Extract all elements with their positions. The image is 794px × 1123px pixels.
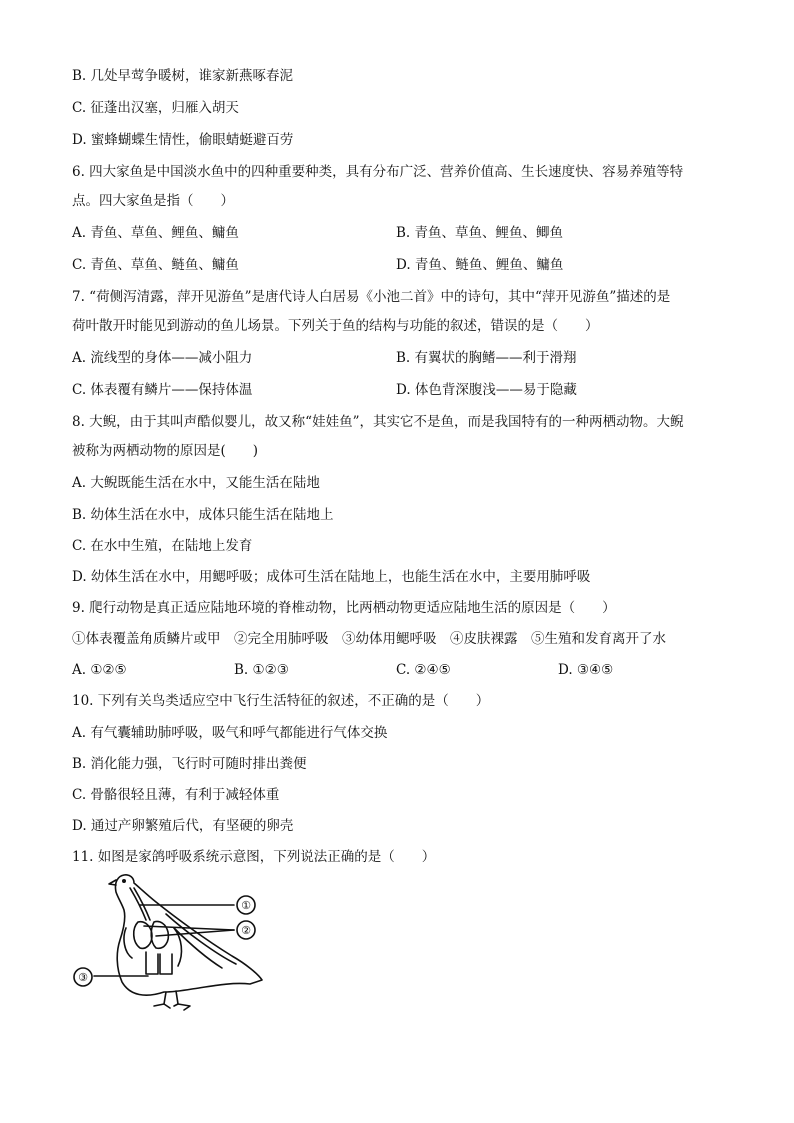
q9-stem: 9. 爬行动物是真正适应陆地环境的脊椎动物，比两栖动物更适应陆地生活的原因是（ ）: [72, 600, 616, 616]
pigeon-eye: [123, 880, 125, 882]
q7-stem-line-1: 7. “荷侧泻清露，萍开见游鱼”是唐代诗人白居易《小池二首》中的诗句，其中“萍开见游鱼”描述的是: [72, 289, 671, 305]
label-1: ①: [241, 899, 251, 912]
q7-option-a: A. 流线型的身体——减小阻力: [72, 350, 253, 366]
q9-option-c: C. ②④⑤: [396, 662, 451, 678]
q8-option-c: C. 在水中生殖，在陆地上发育: [72, 538, 253, 554]
q8-option-d: D. 幼体生活在水中，用鳃呼吸；成体可生活在陆地上，也能生活在水中，主要用肺呼吸: [72, 569, 591, 585]
q9-items: ①体表覆盖角质鳞片或甲 ②完全用肺呼吸 ③幼体用鳃呼吸 ④皮肤裸露 ⑤生殖和发育离开了水: [72, 631, 666, 647]
q8-stem-line-2: 被称为两栖动物的原因是( ): [72, 443, 259, 459]
q5-option-c: C. 征蓬出汉塞，归雁入胡天: [72, 100, 239, 116]
q8-option-b: B. 幼体生活在水中，成体只能生活在陆地上: [72, 507, 334, 523]
label-3: ③: [78, 971, 88, 984]
q9-option-a: A. ①②⑤: [72, 662, 127, 678]
q5-option-b: B. 几处早莺争暖树，谁家新燕啄春泥: [72, 68, 294, 84]
q6-option-b: B. 青鱼、草鱼、鲤鱼、鲫鱼: [396, 225, 564, 241]
q10-option-b: B. 消化能力强，飞行时可随时排出粪便: [72, 756, 307, 772]
pigeon-feet: [154, 1004, 190, 1010]
q6-stem-line-2: 点。四大家鱼是指（ ）: [72, 193, 234, 209]
q6-option-c: C. 青鱼、草鱼、鲢鱼、鳙鱼: [72, 257, 239, 273]
q8-stem-line-1: 8. 大鲵，由于其叫声酷似婴儿，故又称“娃娃鱼”，其实它不是鱼，而是我国特有的一种两栖动物。大鲵: [72, 414, 684, 430]
q9-option-d: D. ③④⑤: [558, 662, 614, 678]
q6-option-d: D. 青鱼、鲢鱼、鲤鱼、鳙鱼: [396, 257, 564, 273]
q7-option-d: D. 体色背深腹浅——易于隐藏: [396, 382, 577, 398]
q10-option-d: D. 通过产卵繁殖后代，有坚硬的卵壳: [72, 818, 294, 834]
q8-option-a: A. 大鲵既能生活在水中，又能生活在陆地: [72, 475, 320, 491]
q6-stem-line-1: 6. 四大家鱼是中国淡水鱼中的四种重要种类，具有分布广泛、营养价值高、生长速度快、容易养殖等特: [72, 164, 684, 180]
label-2: ②: [241, 924, 251, 937]
q10-stem: 10. 下列有关鸟类适应空中飞行生活特征的叙述，不正确的是（ ）: [72, 693, 490, 709]
pigeon-respiratory-diagram: [66, 858, 276, 1018]
pigeon-beak: [109, 880, 116, 885]
q10-option-c: C. 骨骼很轻且薄，有利于减轻体重: [72, 787, 280, 803]
q10-option-a: A. 有气囊辅助肺呼吸，吸气和呼气都能进行气体交换: [72, 725, 388, 741]
q7-option-c: C. 体表覆有鳞片——保持体温: [72, 382, 253, 398]
q7-option-b: B. 有翼状的胸鳍——利于滑翔: [396, 350, 577, 366]
pigeon-air-sacs: [146, 952, 158, 974]
q9-option-b: B. ①②③: [234, 662, 289, 678]
q6-option-a: A. 青鱼、草鱼、鲤鱼、鳙鱼: [72, 225, 239, 241]
q5-option-d: D. 蜜蜂蝴蝶生情性，偷眼蜻蜓避百劳: [72, 132, 294, 148]
q7-stem-line-2: 荷叶散开时能见到游动的鱼儿场景。下列关于鱼的结构与功能的叙述，错误的是（ ）: [72, 318, 599, 334]
pigeon-legs: [164, 991, 178, 1004]
pigeon-wing: [166, 914, 236, 964]
q11-stem: 11. 如图是家鸽呼吸系统示意图，下列说法正确的是（ ）: [72, 849, 436, 865]
